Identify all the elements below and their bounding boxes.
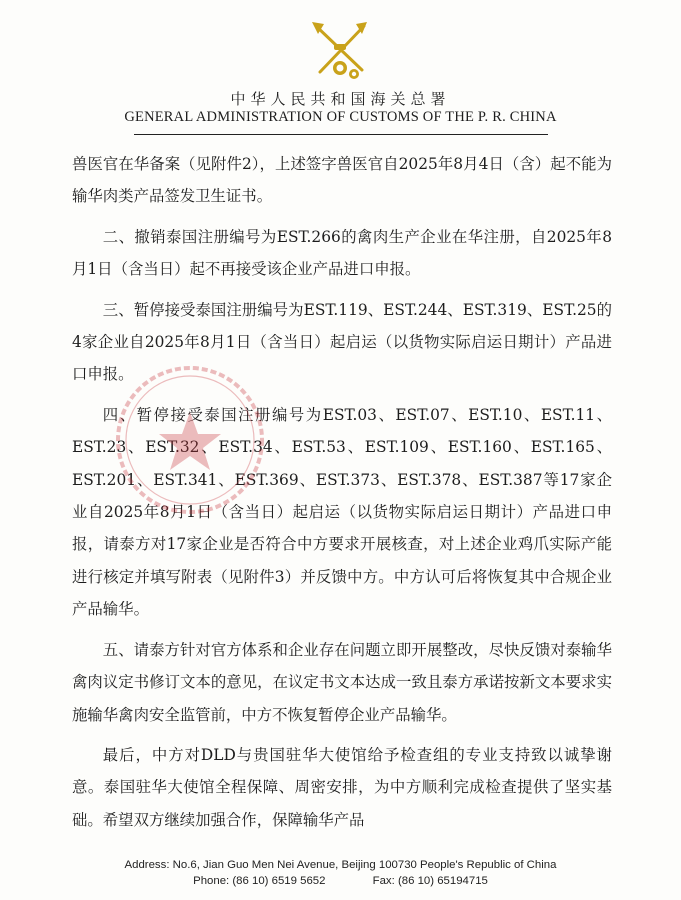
paragraph-item-2: 二、撤销泰国注册编号为EST.266的禽肉生产企业在华注册，自2025年8月1日（含当日）起不再接受该企业产品进口申报。 (72, 227, 612, 279)
footer-fax: Fax: (86 10) 65194715 (372, 875, 488, 887)
paragraph-item-4: 四、暂停接受泰国注册编号为EST.03、EST.07、EST.10、EST.11、EST.23、EST.32、EST.34、EST.53、EST.109、EST.160、EST.165、EST.201、EST.341、EST.369、EST.373、EST.378、EST.387等17家企业自2025年8月1日（含当日）起启运（以货物实际启运日期计）产品进口申报，请泰方对17家企业是否符合中方要求开展核查，对上述企业鸡爪实际产能进行核定并填写附表（见附件3）并反馈中方。中方认可后将恢复其中合规企业产品输华。 (72, 405, 612, 619)
paragraph-closing: 最后，中方对DLD与贵国驻华大使馆给予检查组的专业支持致以诚挚谢意。泰国驻华大使馆全程保障、周密安排，为中方顺利完成检查提供了坚实基础。希望双方继续加强合作，保障输华产品 (72, 745, 612, 829)
paragraph-continuation: 兽医官在华备案（见附件2），上述签字兽医官自2025年8月4日（含）起不能为输华肉类产品签发卫生证书。 (72, 155, 612, 206)
footer-address: Address: No.6, Jian Guo Men Nei Avenue, Beijing 100730 People's Republic of China (124, 859, 557, 871)
letterhead-footer (0, 857, 681, 889)
letter-body (72, 148, 612, 844)
header-divider (134, 134, 548, 135)
customs-emblem-icon (304, 14, 376, 84)
paragraph-item-3: 三、暂停接受泰国注册编号为EST.119、EST.244、EST.319、EST.25的4家企业自2025年8月1日（含当日）起启运（以货物实际启运日期计）产品进口申报。 (72, 300, 612, 384)
paragraph-item-5: 五、请泰方针对官方体系和企业存在问题立即开展整改，尽快反馈对泰输华禽肉议定书修订文本的意见，在议定书文本达成一致且泰方承诺按新文本要求实施输华禽肉安全监管前，中方不恢复暂停企业产品输华。 (72, 640, 612, 724)
footer-phone: Phone: (86 10) 6519 5652 (193, 875, 326, 887)
agency-name-english: GENERAL ADMINISTRATION OF CUSTOMS OF THE P. R. CHINA (124, 109, 557, 125)
agency-name-chinese: 中华人民共和国海关总署 (230, 90, 451, 108)
